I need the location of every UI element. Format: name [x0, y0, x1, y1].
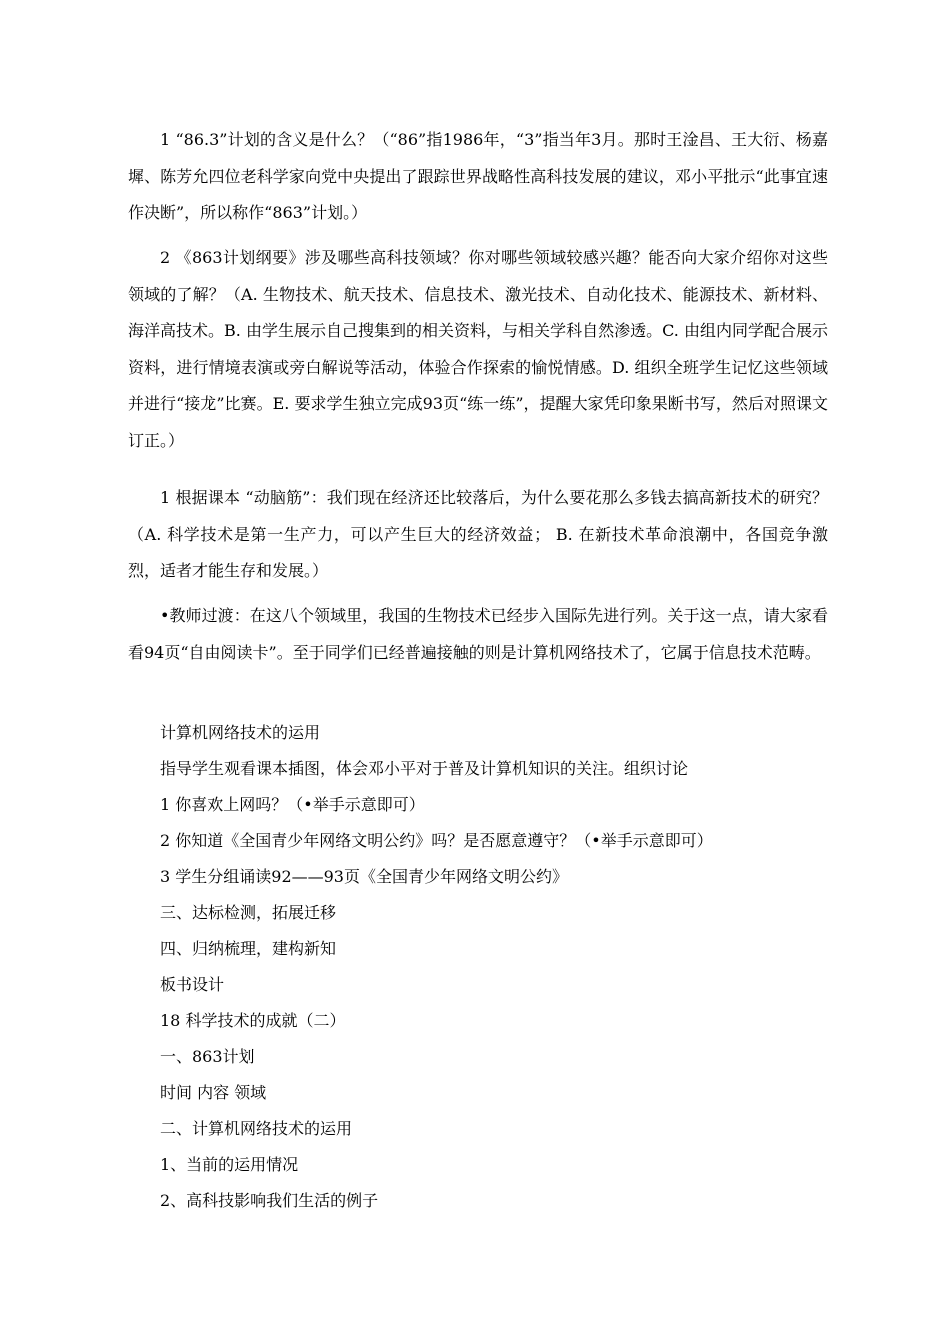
board-item: 1、当前的运用情况 [160, 1155, 299, 1174]
section-heading: 四、归纳梳理，建构新知 [160, 939, 337, 958]
board-item: 一、863计划 [160, 1047, 255, 1066]
paragraph-863-meaning: 1 “86.3”计划的含义是什么？（“86”指1986年，“3”指当年3月。那时王淦昌、王大衍、杨嘉墀、陈芳允四位老科学家向党中央提出了跟踪世界战略性高科技发展的建议，邓小平批示“此事宜速作决断”，所以称作“863”计划。） [128, 130, 828, 222]
paragraph-teacher-transition: •教师过渡：在这八个领域里，我国的生物技术已经步入国际先进行列。关于这一点，请大家看看94页“自由阅读卡”。至于同学们已经普遍接触的则是计算机网络技术了，它属于信息技术范畴。 [128, 606, 828, 662]
question-item: 1 你喜欢上网吗？（•举手示意即可） [160, 795, 425, 814]
question-item: 3 学生分组诵读92——93页《全国青少年网络文明公约》 [160, 867, 568, 886]
question-item: 2 你知道《全国青少年网络文明公约》吗？是否愿意遵守？（•举手示意即可） [160, 831, 713, 850]
section-heading: 三、达标检测，拓展迁移 [160, 903, 337, 922]
text-line: 指导学生观看课本插图，体会邓小平对于普及计算机知识的关注。组织讨论 [160, 759, 689, 778]
section-heading-board-design: 板书设计 [160, 975, 225, 994]
board-item: 二、计算机网络技术的运用 [160, 1119, 353, 1138]
board-item: 2、高科技影响我们生活的例子 [160, 1191, 379, 1210]
paragraph-863-fields: 2 《863计划纲要》涉及哪些高科技领域？你对哪些领域较感兴趣？能否向大家介绍你对这些领域的了解？（A. 生物技术、航天技术、信息技术、激光技术、自动化技术、能源技术、新材料、海洋高技术。B. 由学生展示自己搜集到的相关资料，与相关学科自然渗透。C. 由组内同学配合展示资料，进行情境表演或旁白解说等活动，体验合作探索的愉悦情感。D. 组织全班学生记忆这些领域并进行“接龙”比赛。E. 要求学生独立完成93页“练一练”，提醒大家凭印象果断书写，然后对照课文订正。） [128, 248, 828, 450]
board-title: 18 科学技术的成就（二） [160, 1011, 346, 1030]
section-heading-network: 计算机网络技术的运用 [160, 723, 321, 742]
board-item: 时间 内容 领域 [160, 1083, 267, 1102]
paragraph-why-invest: 1 根据课本 “动脑筋”：我们现在经济还比较落后，为什么要花那么多钱去搞高新技术的研究？（A. 科学技术是第一生产力，可以产生巨大的经济效益； B. 在新技术革命浪潮中，各国竞争激烈，适者才能生存和发展。） [128, 488, 828, 580]
